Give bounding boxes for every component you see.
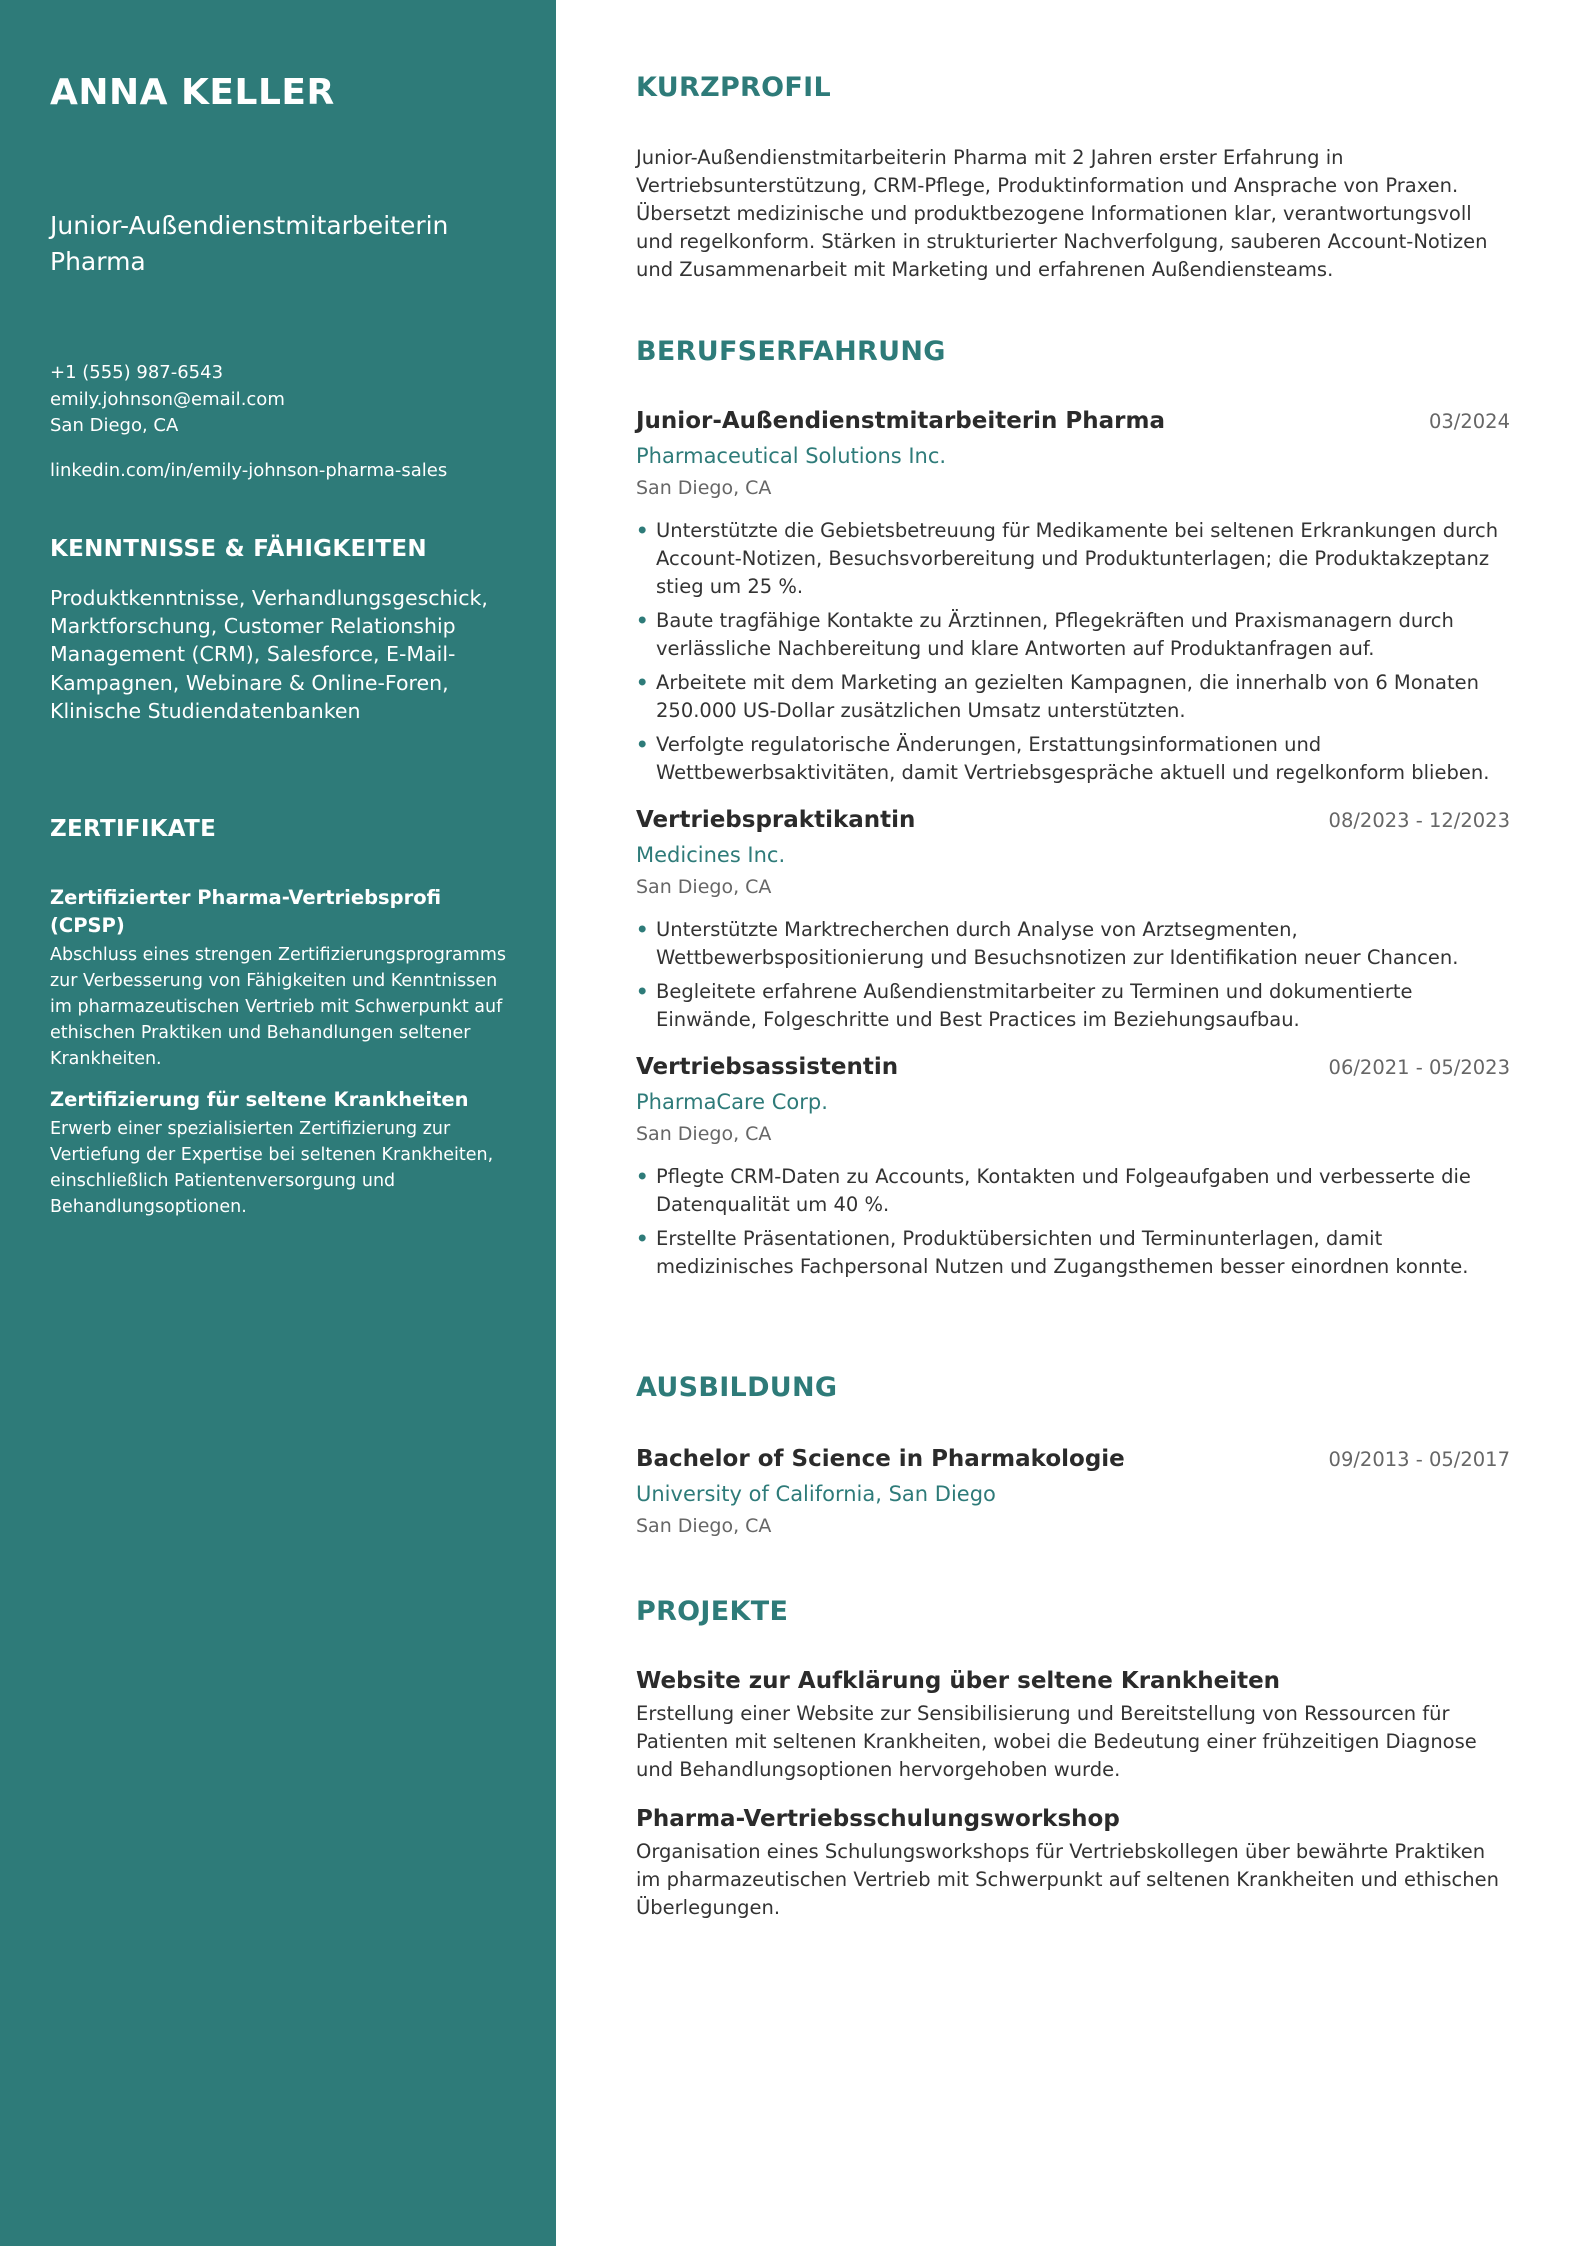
education-heading: AUSBILDUNG [636,1372,838,1403]
job-entry [636,807,1510,1034]
job-bullets [636,1163,1510,1281]
job-bullet: • Erstellte Präsentationen, Produktübersichten und Terminunterlagen, damit medizinisches Fachpersonal Nutzen und Zugangsthemen besser einordnen konnte. [636,1225,1510,1281]
education-entry [636,1446,1510,1537]
job-location: San Diego, CA [636,876,772,898]
job-date: 08/2023 - 12/2023 [1328,809,1510,832]
certificates-list [50,884,520,1234]
degree-title: Bachelor of Science in Pharmakologie [636,1446,1125,1472]
summary-text: Junior-Außendienstmitarbeiterin Pharma mit 2 Jahren erster Erfahrung in Vertriebsunterstützung, CRM-Pflege, Produktinformation und Ansprache von Praxen. Übersetzt medizinische und produktbezogene Informationen klar, verantwortungsvoll und regelkonform. Stärken in strukturierter Nachverfolgung, sauberen Account-Notizen und Zusammenarbeit mit Marketing und erfahrenen Außendiensteams. [636,146,1488,281]
main-content [636,0,1510,2246]
project-item [636,1668,1510,1784]
candidate-name: ANNA KELLER [50,72,335,113]
skills-heading: KENNTNISSE & FÄHIGKEITEN [50,536,427,562]
job-bullet: • Unterstützte die Gebietsbetreuung für Medikamente bei seltenen Erkrankungen durch Account-Notizen, Besuchsvorbereitung und Produktunterlagen; die Produktakzeptanz stieg um 25 %. [636,517,1510,601]
job-location: San Diego, CA [636,1123,772,1145]
project-item [636,1806,1510,1922]
education-date: 09/2013 - 05/2017 [1328,1448,1510,1471]
phone-text: +1 (555) 987-6543 [50,362,224,383]
certificate-title: Zertifizierung für seltene Krankheiten [50,1088,469,1111]
job-bullet: • Baute tragfähige Kontakte zu Ärztinnen, Pflegekräften und Praxismanagern durch verlässliche Nachbereitung und klare Antworten auf Produktanfragen auf. [636,607,1510,663]
experience-list [636,408,1510,1301]
job-date: 03/2024 [1428,410,1510,433]
job-entry [636,408,1510,787]
location-text: San Diego, CA [50,415,179,436]
email-text: emily.johnson@email.com [50,388,285,410]
certificate-description: Abschluss eines strengen Zertifizierungsprogramms zur Verbesserung von Fähigkeiten und Kenntnissen im pharmazeutischen Vertrieb mit Schwerpunkt auf ethischen Praktiken und Behandlungen seltener Krankheiten. [50,945,506,1069]
contact-block [50,360,285,440]
job-title: Junior-Außendienstmitarbeiterin Pharma [636,408,1166,434]
job-bullets [636,517,1510,787]
school-name: University of California, San Diego [636,1482,996,1506]
projects-list [636,1668,1510,1944]
certificate-description: Erwerb einer spezialisierten Zertifizierung zur Vertiefung der Expertise bei seltenen Krankheiten, einschließlich Patientenversorgung und Behandlungsoptionen. [50,1119,494,1217]
project-description: Organisation eines Schulungsworkshops für Vertriebskollegen über bewährte Praktiken im pharmazeutischen Vertrieb mit Schwerpunkt auf seltenen Krankheiten und ethischen Überlegungen. [636,1840,1499,1919]
school-location: San Diego, CA [636,1515,772,1537]
job-entry [636,1054,1510,1281]
job-bullet: • Verfolgte regulatorische Änderungen, Erstattungsinformationen und Wettbewerbsaktivitäten, damit Vertriebsgespräche aktuell und regelkonform blieben. [636,731,1510,787]
job-bullets [636,916,1510,1034]
certificate-title: Zertifizierter Pharma-Vertriebsprofi (CPSP) [50,886,442,937]
summary-heading: KURZPROFIL [636,72,831,103]
job-company: Pharmaceutical Solutions Inc. [636,444,947,468]
skills-text: Produktkenntnisse, Verhandlungsgeschick, Marktforschung, Customer Relationship Management (CRM), Salesforce, E-Mail-Kampagnen, Webinare & Online-Foren, Klinische Studiendatenbanken [50,586,488,723]
project-description: Erstellung einer Website zur Sensibilisierung und Bereitstellung von Ressourcen für Patienten mit seltenen Krankheiten, wobei die Bedeutung einer frühzeitigen Diagnose und Behandlungsoptionen hervorgehoben wurde. [636,1702,1477,1781]
projects-heading: PROJEKTE [636,1596,789,1627]
certificates-heading: ZERTIFIKATE [50,816,217,842]
job-bullet: • Pflegte CRM-Daten zu Accounts, Kontakten und Folgeaufgaben und verbesserte die Datenqualität um 40 %. [636,1163,1510,1219]
job-bullet: • Begleitete erfahrene Außendienstmitarbeiter zu Terminen und dokumentierte Einwände, Folgeschritte und Best Practices im Beziehungsaufbau. [636,978,1510,1034]
job-bullet: • Unterstützte Marktrecherchen durch Analyse von Arztsegmenten, Wettbewerbspositionierung und Besuchsnotizen zur Identifikation neuer Chancen. [636,916,1510,972]
job-bullet: • Arbeitete mit dem Marketing an gezielten Kampagnen, die innerhalb von 6 Monaten 250.000 US-Dollar zusätzlichen Umsatz unterstützten. [636,669,1510,725]
job-title: Vertriebsassistentin [636,1054,899,1080]
project-title: Pharma-Vertriebsschulungsworkshop [636,1806,1120,1832]
job-company: Medicines Inc. [636,843,786,867]
experience-heading: BERUFSERFAHRUNG [636,336,946,367]
job-location: San Diego, CA [636,477,772,499]
certificate-item [50,1086,520,1220]
candidate-role: Junior-Außendienstmitarbeiterin Pharma [50,211,449,276]
job-company: PharmaCare Corp. [636,1090,828,1114]
project-title: Website zur Aufklärung über seltene Krankheiten [636,1668,1281,1694]
job-title: Vertriebspraktikantin [636,807,916,833]
linkedin-link[interactable]: linkedin.com/in/emily-johnson-pharma-sales [50,460,448,481]
sidebar [0,0,556,2246]
certificate-item [50,884,520,1072]
job-date: 06/2021 - 05/2023 [1328,1056,1510,1079]
